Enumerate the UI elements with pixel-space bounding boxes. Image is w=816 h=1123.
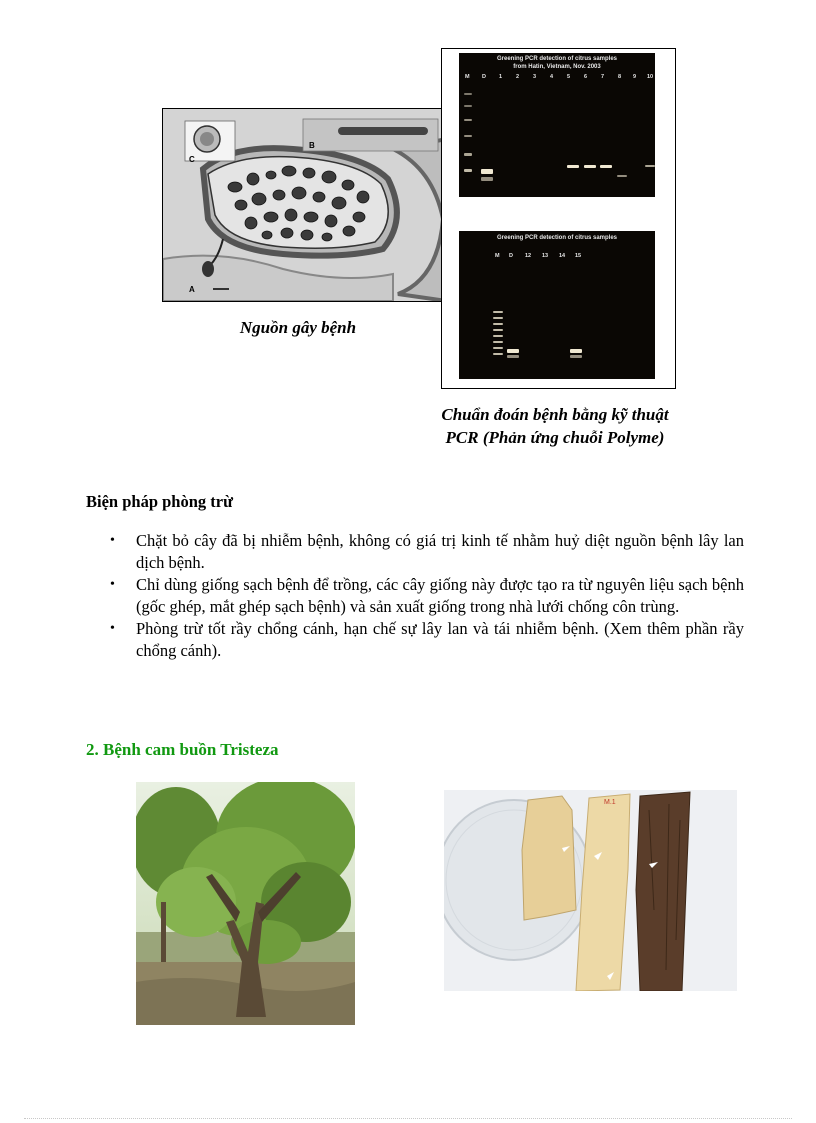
- list-item-text: Phòng trừ tốt rầy chổng cánh, hạn chế sự lây lan và tái nhiễm bệnh. (Xem thêm phần rầy chổng cánh).: [136, 619, 744, 660]
- gel-bottom-title: Greening PCR detection of citrus samples: [496, 235, 618, 241]
- list-item-text: Chặt bỏ cây đã bị nhiễm bệnh, không có giá trị kinh tế nhằm huỷ diệt nguồn bệnh lây lan dịch bệnh.: [136, 531, 744, 572]
- lane-label: 14: [559, 253, 566, 259]
- bullet-icon: •: [110, 533, 115, 548]
- lane-label: 9: [633, 74, 637, 80]
- panel-label-b: B: [309, 141, 315, 150]
- tree-photo: [136, 782, 355, 1025]
- lane-label: 13: [542, 253, 549, 259]
- prevention-list: [110, 530, 744, 662]
- micrograph-caption: Nguồn gây bệnh: [239, 318, 357, 337]
- page-bottom-divider: [24, 1118, 792, 1119]
- pcr-caption-line2: PCR (Phản ứng chuỗi Polyme): [445, 428, 665, 447]
- gel-top-subtitle: from Hatin, Vietnam, Nov. 2003: [513, 64, 601, 70]
- gel-bottom-lane-labels: [459, 253, 655, 261]
- list-item-text: Chỉ dùng giống sạch bệnh để trồng, các cây giống này được tạo ra từ nguyên liệu sạch bệnh (gốc ghép, mắt ghép sạch bệnh) và sản xuất giống trong nhà lưới chống côn trùng.: [136, 575, 744, 616]
- list-item: [110, 574, 744, 618]
- lane-label: 15: [575, 253, 582, 259]
- bullet-icon: •: [110, 621, 115, 636]
- bullet-icon: •: [110, 577, 115, 592]
- micrograph-image: [162, 108, 448, 302]
- lane-label: 6: [584, 74, 588, 80]
- lane-label: 10: [647, 74, 654, 80]
- pcr-caption-line1: Chuẩn đoán bệnh bằng kỹ thuật: [441, 405, 669, 424]
- section-2-title: 2. Bệnh cam buồn Tristeza: [86, 740, 279, 759]
- lane-label: 1: [499, 74, 503, 80]
- pcr-gel-figure: [441, 48, 676, 389]
- lane-label: 2: [516, 74, 520, 80]
- lane-label: D: [482, 74, 486, 80]
- lane-label: 5: [567, 74, 571, 80]
- lane-label: M: [495, 253, 500, 259]
- svg-text:M.1: M.1: [604, 799, 616, 806]
- lane-label: D: [509, 253, 513, 259]
- lane-label: M: [465, 74, 470, 80]
- pcr-caption: [402, 403, 708, 449]
- panel-label-c: C: [189, 155, 195, 164]
- gel-bottom: [459, 231, 655, 379]
- gel-top-lane-labels: [459, 74, 655, 82]
- lane-label: 8: [618, 74, 622, 80]
- gel-top-title: Greening PCR detection of citrus samples: [496, 56, 618, 62]
- lane-label: 3: [533, 74, 537, 80]
- panel-label-a: A: [189, 285, 195, 294]
- prevention-heading: Biện pháp phòng trừ: [86, 492, 233, 511]
- gel-top: [459, 53, 655, 197]
- lane-label: 12: [525, 253, 532, 259]
- bark-photo: [444, 790, 737, 991]
- lane-label: 7: [601, 74, 605, 80]
- list-item: [110, 530, 744, 574]
- list-item: [110, 618, 744, 662]
- lane-label: 4: [550, 74, 554, 80]
